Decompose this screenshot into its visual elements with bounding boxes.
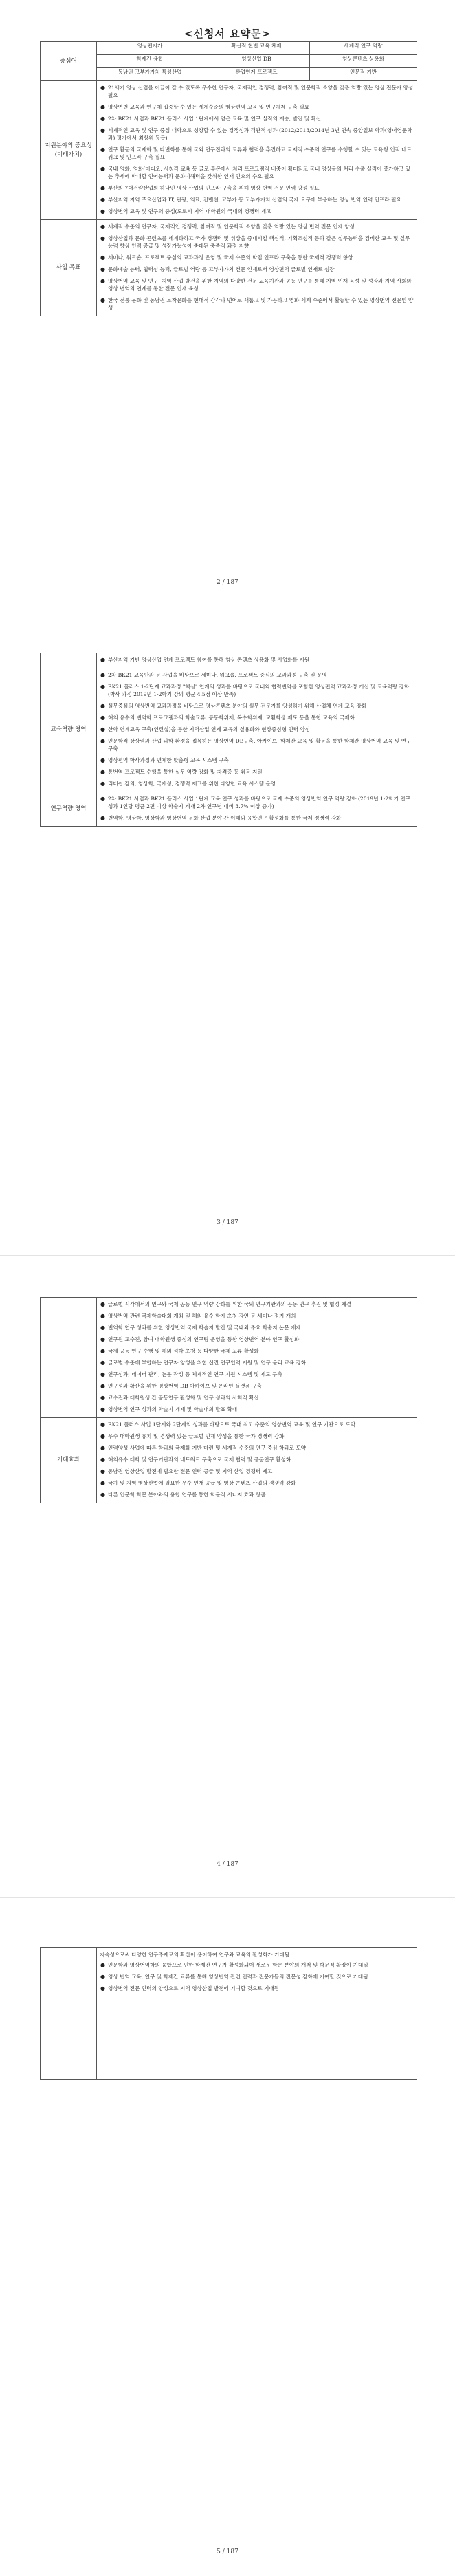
bullet-item <box>100 1359 414 1366</box>
bullet-item <box>100 1347 414 1355</box>
bullet-item <box>100 683 414 698</box>
bullet-text: 실무중심의 영상번역 교과과정을 바탕으로 영상콘텐츠 분야의 실무 전문가를 양성하기 위해 산업체 연계 교육 강화 <box>108 703 367 709</box>
bullet-text: 영상편역 학사과정과 연계한 맞춤형 교육 시스템 구축 <box>108 757 229 763</box>
bullet-list <box>100 223 414 312</box>
bullet-item <box>100 296 414 312</box>
summary-table-p2 <box>40 653 417 827</box>
bullet-text: 세미나, 워크숍, 프로젝트 중심의 교과과정 운영 및 국제 수준의 학업 인프라 구축을 통한 국제적 경쟁력 향상 <box>108 254 353 261</box>
document-page-4 <box>0 1898 455 2576</box>
bullet-text: 글로벌 시각에서의 연구와 국제 공동 연구 역량 강화를 위한 국외 연구기관과의 공동 연구 추진 및 협정 체결 <box>108 1301 352 1307</box>
section-row <box>41 1418 417 1503</box>
bullet-icon: ● <box>100 166 105 172</box>
bullet-text: 국내 영화, 영화(미디오, 시청각 교육 등 글로 투몬에서 처리 프로그램적 비중이 확대되고 국내 영상물의 처리 수출 실적이 증가하고 있는 추세에 학대할 인어능력과 문화이해력을 갖춰한 인재 인으의 수요 필요 <box>108 166 411 179</box>
section-row <box>41 653 417 668</box>
bullet-item <box>100 1467 414 1475</box>
keyword-cell: 인문적 기반 <box>310 68 417 81</box>
bullet-text: 문화예술 능력, 협력성 능력, 글로벌 역량 등 고부가가치 전문 인재로서 영상편역 글로벌 인재로 성장 <box>108 266 335 272</box>
bullet-icon: ● <box>100 1421 105 1428</box>
bullet-item <box>100 103 414 111</box>
bullet-icon: ● <box>100 278 105 284</box>
bullet-text: 세계적 수준의 연구자, 국제적인 경쟁력, 참여적 및 인문학적 소양을 갖춘 역량 있는 영상 번역 전문 인재 양성 <box>108 223 355 230</box>
bullet-item <box>100 1300 414 1308</box>
keyword-label: 중심어 <box>41 42 97 81</box>
section-content <box>97 1948 417 2080</box>
bullet-item <box>100 1406 414 1413</box>
bullet-icon: ● <box>100 266 105 272</box>
document-title: <신청서 요약문> <box>184 28 271 40</box>
section-content <box>97 1298 417 1418</box>
bullet-text: 21세기 영상 산업을 이끌어 갈 수 있도록 우수한 연구자, 국제적인 경쟁력, 참여적 및 인문학적 소양을 갖춘 역량 있는 영상 전문가 양성 필요 <box>108 85 414 98</box>
bullet-icon: ● <box>100 714 105 721</box>
summary-table-p3 <box>40 1297 417 1503</box>
summary-table-p4 <box>40 1947 417 2080</box>
bullet-item <box>100 795 414 810</box>
bullet-icon: ● <box>100 127 105 133</box>
keyword-row <box>41 42 417 55</box>
bullet-text: 연구성과 확산을 위한 영상번역 DB 아카이브 및 온라인 플랫폼 구축 <box>108 1383 263 1389</box>
bullet-icon: ● <box>100 254 105 261</box>
bullet-item <box>100 1394 414 1401</box>
bullet-text: 영상 번역 교육, 연구 및 학제간 교류를 통해 영상번역 관련 인력과 전문가들의 전문성 강화에 기여할 것으로 기대됨 <box>108 1974 368 1980</box>
bullet-icon: ● <box>100 1456 105 1463</box>
bullet-list <box>100 1300 414 1413</box>
bullet-list <box>100 84 414 215</box>
bullet-item <box>100 196 414 204</box>
bullet-item <box>100 1335 414 1343</box>
bullet-text: 해외 유수의 번역학 프로그램과의 학술교류, 공동학위제, 복수학위제, 교환학생 제도 등을 통한 교육의 국제화 <box>108 714 355 721</box>
bullet-icon: ● <box>100 815 105 821</box>
bullet-item <box>100 165 414 180</box>
bullet-icon: ● <box>100 235 105 241</box>
bullet-text: 연구원 교수진, 참여 대학원생 중심의 연구팀 운영을 통한 영상번역 분야 연구 활성화 <box>108 1336 300 1342</box>
bullet-item <box>100 1444 414 1452</box>
bullet-text: 연구 활동의 국제화 및 다변화를 통해 국외 연구진과의 교류와 협력을 추진하고 국제적 수준의 연구를 수행할 수 있는 교육형 인적 네트워크 및 인프라 구축 필요 <box>108 146 412 160</box>
bullet-text: 우수 대학원생 유치 및 경쟁력 있는 글로벌 인재 양성을 통한 국가 경쟁력 강화 <box>108 1433 285 1439</box>
page-number: 4 / 187 <box>217 1861 238 1868</box>
bullet-text: 세계적인 교육 및 연구 중심 대학으로 성장할 수 있는 경쟁성과 객관적 성과 (2012/2013/2014년 3년 연속 중앙일보 학과(영어영문학과) 평가에서 최상위 등급) <box>108 127 412 141</box>
keyword-cell: 산업연계 프로젝트 <box>203 68 310 81</box>
bullet-icon: ● <box>100 208 105 215</box>
bullet-item <box>100 1491 414 1498</box>
bullet-text: 번역학, 영상학, 영상학과 영상번역 문화 산업 분야 간 이해와 융합연구 활성화를 통한 국제 경쟁력 강화 <box>108 815 342 821</box>
document-page-3 <box>0 1256 455 1897</box>
bullet-icon: ● <box>100 1406 105 1412</box>
section-label <box>41 653 97 668</box>
bullet-text: 산학 연계교육 구축(인턴십)을 통한 지역산업 연계 교육의 실용화와 현장중심형 인력 양성 <box>108 726 311 732</box>
bullet-icon: ● <box>100 297 105 303</box>
bullet-text: 2차 BK21 사업과 BK21 플러스 사업 1단계에서 얻은 교육 및 연구 실적의 계승, 발전 및 확산 <box>108 116 322 122</box>
bullet-text: 인력양성 사업에 따른 학과의 국제화 기반 마련 및 세계적 수준의 연구 중심 학과로 도약 <box>108 1445 307 1451</box>
summary-table-p1 <box>40 41 417 316</box>
bullet-text: 영상번역 교육 및 연구, 지역 산업 발전을 위한 지역의 다양한 전문 교육기관과 공동 연구를 통해 지역 인재 육성 및 성장과 지역 사회와 영상 번역의 연계를 통한 전문 인재 육성 <box>108 278 412 292</box>
bullet-item <box>100 84 414 99</box>
bullet-list <box>100 1421 414 1498</box>
bullet-text: BK21 플러스 1-2단계 교과과정 "핵심" 연계의 성과를 바탕으로 국내외 협력번역을 포함한 영상편역 교과과정 개선 및 교육역량 강화 (박사 과정 2019년 1-2학기 강의 평균 4.5점 이상 만족) <box>108 684 410 697</box>
document-page-1 <box>0 0 455 611</box>
section-label: 연구역량 영역 <box>41 792 97 827</box>
bullet-item <box>100 184 414 192</box>
bullet-icon: ● <box>100 1492 105 1498</box>
bullet-text: 연구성과, 데이터 관리, 논문 작성 등 체계적인 연구 지원 시스템 및 제도 구축 <box>108 1371 282 1377</box>
bullet-icon: ● <box>100 1395 105 1401</box>
section-content <box>97 653 417 668</box>
bullet-icon: ● <box>100 1313 105 1319</box>
section-row <box>41 81 417 220</box>
section-row <box>41 220 417 316</box>
bullet-icon: ● <box>100 1371 105 1377</box>
bullet-icon: ● <box>100 185 105 191</box>
bullet-text: 국제 공동 연구 수행 및 해외 석학 초청 등 다양한 국제 교류 활성화 <box>108 1348 259 1354</box>
bullet-icon: ● <box>100 146 105 153</box>
bullet-icon: ● <box>100 1974 105 1980</box>
bullet-list <box>100 795 414 822</box>
bullet-text: 국가 및 지역 영상산업에 필요한 우수 인재 공급 및 영상 콘텐츠 산업의 경쟁력 강화 <box>108 1480 296 1486</box>
bullet-text: 인문학적 상상력과 산업 과학 환경을 접목하는 영상번역 DB구축, 아카이브, 학제간 교육 및 활동을 통한 학제간 영상번역 교육 및 연구 구축 <box>108 738 412 752</box>
keyword-cell: 확신적 현번 교육 체제 <box>203 42 310 55</box>
bullet-text: 한국 전통 문화 및 동남권 토착문화를 현대적 감각과 언어로 새롭고 및 가공하고 영화 세계 수준에서 활동할 수 있는 영상번역 전문인 양성 <box>108 297 414 311</box>
bullet-text: 영상번역 교육 및 연구의 중심(도로시 지역 대학원의 국내의 경쟁력 제고 <box>108 208 271 215</box>
bullet-text: 부산지역 지역 주요산업과 IT, 관광, 의료, 컨벤션, 고부가 등 고부가가치 산업의 국제 요구에 부응하는 영상 번역 인력 인프라 필요 <box>108 197 401 203</box>
bullet-icon: ● <box>100 1348 105 1354</box>
section-row <box>41 1948 417 2080</box>
bullet-list <box>100 1961 414 1992</box>
bullet-icon: ● <box>100 657 105 663</box>
bullet-item: ● 부산지역 기반 영상산업 연계 프로젝트 참여를 통해 영상 콘텐츠 상용화 및 사업화를 지원 <box>100 657 310 663</box>
keyword-row <box>41 68 417 81</box>
intro-text: 지속성으로써 다양한 연구주제로의 확산이 용이하여 연구와 교육의 활성화가 기대됨 <box>100 1952 290 1958</box>
bullet-text: 교수진과 대학원생 간 공동연구 활성화 및 연구 성과의 사회적 확산 <box>108 1395 259 1401</box>
bullet-item <box>100 1479 414 1487</box>
section-content <box>97 792 417 827</box>
keyword-cell: 영상콘텐츠 상용화 <box>310 55 417 68</box>
section-label <box>41 1298 97 1418</box>
bullet-icon: ● <box>100 85 105 91</box>
bullet-item <box>100 277 414 292</box>
bullet-text: 2차 BK21 교육단과 등 사업을 바탕으로 세미나, 워크숍, 프로젝트 중심의 교과과정 구축 및 운영 <box>108 672 327 678</box>
section-content <box>97 1418 417 1503</box>
bullet-icon: ● <box>100 1336 105 1342</box>
bullet-text: 2차 BK21 사업과 BK21 플러스 사업 1단계 교육 연구 성과를 바탕으로 국제 수준의 영상번역 연구 역량 강화 (2019년 1-2학기 연구 성과 1인당 평균 2편 이상 학술지 게재 2차 연구년 대비 3.7% 이상 증가) <box>108 796 410 809</box>
bullet-icon: ● <box>100 1301 105 1307</box>
bullet-text: 영상산업과 문화 콘텐츠를 세계화하고 국가 경쟁력 및 위상을 증대시킬 핵심적, 기획조성적 등과 같은 실무능력을 겸비한 교육 및 실무능력 향상 인력 공급 및 성장가능성이 중대된 충족적 과정 지향 <box>108 235 410 249</box>
bullet-item <box>100 265 414 273</box>
section-row <box>41 792 417 827</box>
bullet-text: 해외유수 대학 및 연구기관과의 네트워크 구축으로 국제 협력 및 공동연구 활성화 <box>108 1456 291 1463</box>
bullet-icon: ● <box>100 684 105 690</box>
keyword-cell: 영상편지가 <box>97 42 203 55</box>
keyword-cell: 영상산업 DB <box>203 55 310 68</box>
bullet-item <box>100 814 414 822</box>
page-number: 3 / 187 <box>217 1219 238 1226</box>
bullet-item <box>100 1961 414 1969</box>
bullet-item <box>100 756 414 764</box>
page-number: 5 / 187 <box>217 2548 238 2555</box>
bullet-text: 영상연번 교육과 연구에 집중할 수 있는 세계수준의 영상편역 교육 및 연구체제 구축 필요 <box>108 104 310 110</box>
bullet-text: 영상번역 관련 국제학술대회 개최 및 해외 유수 학자 초청 강연 등 세미나 정기 개최 <box>108 1313 296 1319</box>
bullet-icon: ● <box>100 726 105 732</box>
keyword-cell: 동남권 고부가가치 특성산업 <box>97 68 203 81</box>
bullet-icon: ● <box>100 757 105 763</box>
bullet-icon: ● <box>100 1468 105 1474</box>
bullet-item <box>100 1985 414 1992</box>
bullet-item <box>100 1456 414 1463</box>
bullet-text: 영상번역 전문 인력의 양성으로 지역 영상산업 발전에 기여할 것으로 기대됨 <box>108 1985 280 1991</box>
page-number: 2 / 187 <box>217 579 238 586</box>
bullet-item <box>100 737 414 752</box>
bullet-icon: ● <box>100 1480 105 1486</box>
bullet-list <box>100 671 414 787</box>
bullet-icon: ● <box>100 104 105 110</box>
bullet-icon: ● <box>100 796 105 802</box>
bullet-text: 리더쉽 강의, 영상학, 국제성, 경쟁력 제고를 위한 다양한 교육 시스템 운영 <box>108 781 276 787</box>
document-page-2 <box>0 611 455 1255</box>
keyword-row <box>41 55 417 68</box>
bullet-item <box>100 223 414 230</box>
bullet-item <box>100 1432 414 1440</box>
bullet-item <box>100 1382 414 1390</box>
bullet-icon: ● <box>100 116 105 122</box>
bullet-icon: ● <box>100 703 105 709</box>
keyword-cell: 학제간 융합 <box>97 55 203 68</box>
bullet-text: 부산의 7대전략산업의 하나인 영상 산업의 인프라 구축을 위해 영상 번역 전문 인력 양성 필요 <box>108 185 320 191</box>
section-content <box>97 220 417 316</box>
bullet-icon: ● <box>100 197 105 203</box>
bullet-item <box>100 1973 414 1980</box>
bullet-icon: ● <box>100 1445 105 1451</box>
bullet-item <box>100 208 414 215</box>
bullet-icon: ● <box>100 1433 105 1439</box>
bullet-item <box>100 780 414 787</box>
bullet-item <box>100 127 414 142</box>
keyword-cell: 세계적 연구 역량 <box>310 42 417 55</box>
bullet-item <box>100 671 414 679</box>
bullet-item <box>100 714 414 721</box>
bullet-icon: ● <box>100 223 105 230</box>
bullet-text: 다른 인문학 학문 분야와의 융합 연구를 통한 학문적 시너지 효과 창출 <box>108 1492 266 1498</box>
section-row <box>41 1298 417 1418</box>
bullet-text: 번역학 연구 성과를 위한 영상번역 국제 학술지 발간 및 국내외 주요 학술지 논문 게재 <box>108 1324 301 1331</box>
bullet-icon: ● <box>100 1985 105 1991</box>
bullet-text: 글로벌 수준에 부합하는 연구자 양성을 위한 신진 연구인력 지원 및 연구 윤리 교육 강화 <box>108 1360 307 1366</box>
bullet-icon: ● <box>100 738 105 744</box>
bullet-item <box>100 1312 414 1320</box>
bullet-text: 인문학과 영상번역학의 융합으로 인한 학제간 연구가 활성화되어 새로운 학문 분야의 개척 및 학문적 확장이 기대됨 <box>108 1962 368 1968</box>
bullet-text: BK21 플러스 사업 1단계와 2단계의 성과를 바탕으로 국내 최고 수준의 영상번역 교육 및 연구 기관으로 도약 <box>108 1421 356 1428</box>
bullet-icon: ● <box>100 1962 105 1968</box>
section-label: 사업 목표 <box>41 220 97 316</box>
bullet-item <box>100 702 414 710</box>
bullet-item <box>100 768 414 776</box>
bullet-icon: ● <box>100 781 105 787</box>
bullet-icon: ● <box>100 1324 105 1331</box>
bullet-item <box>100 146 414 161</box>
bullet-item <box>100 725 414 733</box>
bullet-text: 통번역 프로젝트 수행을 통한 실무 역량 강화 및 자격증 등 취득 지원 <box>108 769 263 775</box>
bullet-item <box>100 115 414 122</box>
bullet-icon: ● <box>100 1383 105 1389</box>
bullet-item <box>100 1324 414 1331</box>
bullet-icon: ● <box>100 1360 105 1366</box>
bullet-text: 영상번역 연구 성과의 학술지 게재 및 학술대회 발표 확대 <box>108 1406 238 1412</box>
bullet-item <box>100 1421 414 1428</box>
bullet-icon: ● <box>100 672 105 678</box>
section-content <box>97 668 417 792</box>
section-label: 교육역량 영역 <box>41 668 97 792</box>
bullet-item <box>100 1371 414 1378</box>
section-label: 기대효과 <box>41 1418 97 1503</box>
bullet-item <box>100 254 414 261</box>
section-row <box>41 668 417 792</box>
section-label <box>41 1948 97 2080</box>
bullet-icon: ● <box>100 769 105 775</box>
section-content <box>97 81 417 220</box>
bullet-text: 동남권 영상산업 발전에 필요한 전문 인력 공급 및 지역 산업 경쟁력 제고 <box>108 1468 273 1474</box>
section-label: 지원분야의 중요성 (미래가치) <box>41 81 97 220</box>
bullet-item <box>100 234 414 250</box>
